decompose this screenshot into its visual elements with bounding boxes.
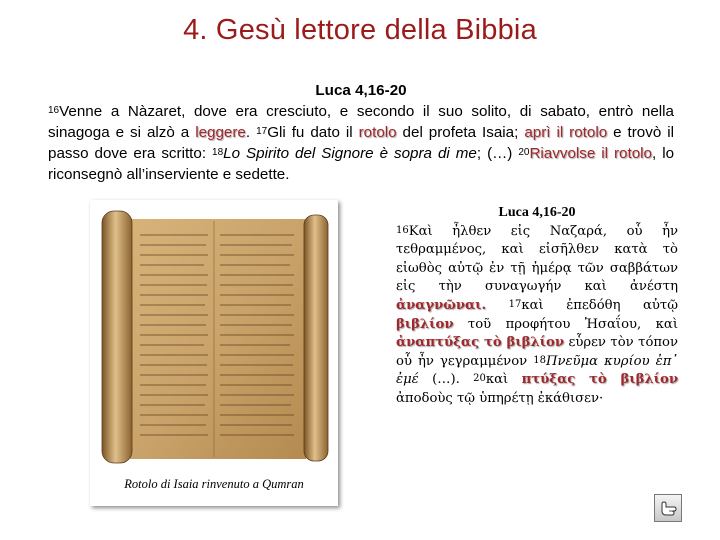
- italian-text-2: .: [245, 124, 257, 141]
- verse-20: 20: [518, 147, 530, 158]
- verse-18: 18: [212, 147, 224, 158]
- verse-17: 17: [256, 126, 268, 137]
- greek-reference: Luca 4,16-20: [498, 205, 576, 220]
- hand-pointer-icon: [655, 495, 681, 521]
- greek-verse-17: 17: [508, 298, 522, 310]
- greek-text-6: καὶ: [485, 372, 522, 388]
- slide-title: 4. Gesù lettore della Bibbia: [183, 14, 537, 46]
- highlight-apri-il-rotolo: aprì il rotolo: [524, 124, 608, 141]
- highlight-biblion: βιβλίον: [396, 316, 454, 332]
- greek-text-1: Καὶ ἦλθεν εἰς Ναζαρά, οὗ ἦν τεθραμμένος, καὶ εἰσῆλθεν κατὰ τὸ εἰωθὸς αὐτῷ ἐν τῇ ἡμέρᾳ τῶν σαββάτων εἰς τὴν συναγωγήν καὶ ἀνέστη: [396, 223, 678, 295]
- highlight-leggere: leggere: [195, 124, 246, 141]
- italian-text-4: del profeta Isaia;: [396, 124, 525, 141]
- figure-caption: Rotolo di Isaia rinvenuto a Qumran: [124, 477, 304, 491]
- verse-16: 16: [48, 105, 60, 116]
- italian-passage: [48, 80, 674, 185]
- italian-quote: Lo Spirito del Signore è sopra di me: [223, 145, 477, 162]
- highlight-anaptyxas: ἀναπτύξας τὸ βιβλίον: [396, 335, 565, 351]
- greek-text-5: (…).: [418, 372, 474, 388]
- greek-text: [396, 223, 678, 409]
- greek-verse-16: 16: [396, 224, 409, 236]
- italian-text-6: ; (…): [476, 145, 519, 162]
- italian-text-1: Venne a Nàzaret, dove era cresciuto, e secondo il suo solito, di sabato, entrò nella sinagoga e si alzò a: [48, 103, 674, 141]
- greek-text-3: τοῦ προφήτου Ἠσαΐου, καὶ: [453, 316, 678, 332]
- italian-text-5: e trovò il passo dove era scritto:: [48, 124, 675, 162]
- slide-navigation-icon[interactable]: [654, 494, 682, 522]
- italian-text-7: , lo riconsegnò all’inserviente e sedette.: [48, 145, 675, 183]
- highlight-riavvolse: Riavvolse il rotolo: [529, 145, 652, 162]
- greek-quote: Πνεῦμα κυρίου ἐπ᾽ ἐμέ: [396, 353, 678, 388]
- greek-verse-18: 18: [533, 354, 546, 366]
- highlight-ptyxas: πτύξας τὸ βιβλίον: [521, 372, 678, 388]
- greek-text-2: καὶ ἐπεδόθη αὐτῷ: [521, 297, 678, 313]
- isaiah-scroll-image: [96, 205, 332, 467]
- greek-text-7: ἀποδοὺς τῷ ὑπηρέτῃ ἐκάθισεν·: [396, 390, 604, 406]
- italian-reference: Luca 4,16-20: [315, 82, 407, 99]
- italian-text-3: Gli fu dato il: [267, 124, 359, 141]
- greek-verse-20: 20: [473, 373, 486, 385]
- italian-text: [48, 101, 674, 185]
- greek-text-4: εὗρεν τὸν τόπον οὗ ἦν γεγραμμένον: [396, 335, 679, 369]
- isaiah-scroll-figure: [90, 200, 338, 506]
- greek-passage: [396, 204, 678, 409]
- highlight-anagnonai: ἀναγνῶναι.: [396, 297, 487, 313]
- highlight-rotolo: rotolo: [358, 124, 397, 141]
